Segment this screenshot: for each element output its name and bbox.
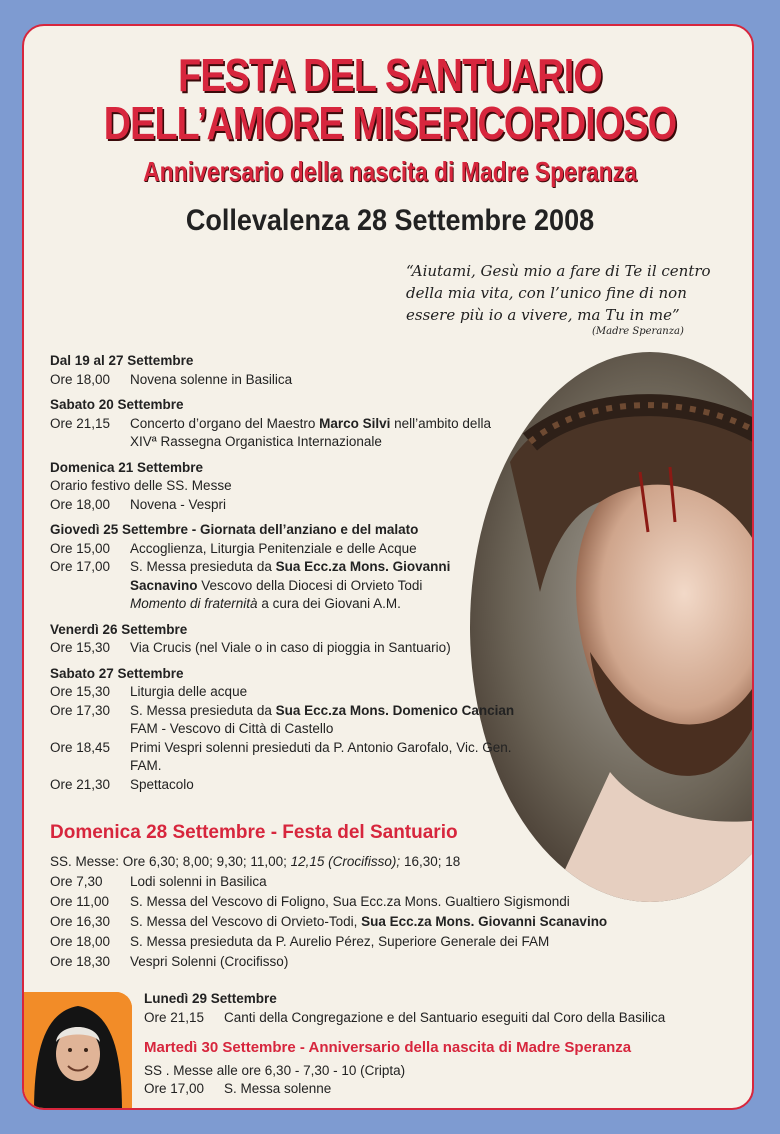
masses-part: SS. Messe: Ore 6,30; 8,00; 9,30; 11,00; <box>50 854 291 869</box>
schedule-row <box>144 1009 744 1028</box>
time: Ore 15,30 <box>50 640 111 655</box>
schedule-row <box>50 683 520 702</box>
day-title: Lunedì 29 Settembre <box>144 991 277 1006</box>
final-days <box>144 990 744 1099</box>
description <box>130 702 520 739</box>
feast-day-title: Domenica 28 Settembre - Festa del Santuario <box>50 822 458 843</box>
masses-line <box>50 852 730 872</box>
desc-part: S. Messa presieduta da <box>130 559 276 574</box>
desc-part: Concerto d’organo del Maestro <box>130 415 320 431</box>
time: Ore 15,30 <box>50 684 111 699</box>
day-block <box>50 352 520 389</box>
day-title: Sabato 27 Settembre <box>50 665 184 681</box>
schedule-row <box>50 932 730 952</box>
time: Ore 11,00 <box>50 894 110 909</box>
description <box>130 415 520 452</box>
time: Ore 17,30 <box>50 702 111 718</box>
schedule-row <box>50 776 520 795</box>
anniversary-title: Martedì 30 Settembre - Anniversario della nascita di Madre Speranza <box>144 1039 632 1056</box>
desc-part: a cura dei Giovani A.M. <box>257 596 401 611</box>
time: Ore 18,00 <box>50 934 111 949</box>
performer-name: Marco Silvi <box>319 415 391 431</box>
time: Ore 17,00 <box>144 1081 205 1096</box>
madre-speranza-image <box>24 992 132 1110</box>
desc-part: Momento di fraternità <box>130 596 258 611</box>
place-date: Collevalenza 28 Settembre 2008 <box>185 204 595 237</box>
feast-day-schedule <box>50 852 730 972</box>
day-block <box>50 621 520 658</box>
description: Via Crucis (nel Viale o in caso di pioggia in Santuario) <box>130 640 451 655</box>
time: Ore 16,30 <box>50 914 111 929</box>
desc-part: nell’ambito della XIVª Rassegna Organistica Internazionale <box>130 415 491 449</box>
schedule-row <box>50 371 520 390</box>
schedule-row <box>50 558 520 614</box>
masses-line: SS . Messe alle ore 6,30 - 7,30 - 10 (Cripta) <box>144 1062 406 1078</box>
quote-text: “Aiutami, Gesù mio a fare di Te il centro della mia vita, con l’unico fine di non essere più io a vivere, ma Tu in me” <box>406 262 711 324</box>
schedule-row <box>50 496 520 515</box>
time: Ore 18,30 <box>50 954 111 969</box>
day-title: Domenica 21 Settembre <box>50 459 204 475</box>
schedule-row <box>50 912 730 932</box>
title-line-1: FESTA DEL SANTUARIO <box>178 49 602 101</box>
time: Ore 18,45 <box>50 739 111 755</box>
day-note: Orario festivo delle SS. Messe <box>50 478 232 493</box>
description: Liturgia delle acque <box>130 684 248 699</box>
time: Ore 18,00 <box>50 496 111 512</box>
day-block <box>50 521 520 614</box>
schedule-row <box>50 739 520 776</box>
description: Vespri Solenni (Crocifisso) <box>130 954 289 969</box>
description <box>130 912 730 932</box>
schedule-row <box>50 952 730 972</box>
schedule-row <box>50 639 520 658</box>
description: Novena solenne in Basilica <box>130 371 293 387</box>
time: Ore 7,30 <box>50 874 103 889</box>
masses-part: 16,30; 18 <box>400 854 461 869</box>
description: Primi Vespri solenni presieduti da P. Antonio Garofalo, Vic. Gen. FAM. <box>130 739 512 773</box>
description: Novena - Vespri <box>130 496 227 512</box>
time: Ore 18,00 <box>50 371 111 387</box>
schedule-row <box>50 892 730 912</box>
quote-author: (Madre Speranza) <box>592 326 684 337</box>
day-block <box>50 396 520 452</box>
day-block <box>50 665 520 795</box>
title-line-2: DELL’AMORE MISERICORDIOSO <box>103 97 677 149</box>
time: Ore 17,00 <box>50 559 111 574</box>
time: Ore 21,15 <box>50 415 111 431</box>
schedule-row <box>50 415 520 452</box>
description <box>130 558 520 614</box>
time: Ore 15,00 <box>50 540 111 556</box>
description: S. Messa del Vescovo di Foligno, Sua Ecc.za Mons. Gualtiero Sigismondi <box>130 894 570 909</box>
day-block <box>50 459 520 515</box>
schedule-row <box>50 702 520 739</box>
masses-part: 12,15 (Crocifisso); <box>290 854 401 869</box>
time: Ore 21,30 <box>50 776 111 792</box>
description: S. Messa solenne <box>224 1081 332 1096</box>
desc-part: Vescovo della Diocesi di Orvieto Todi <box>197 577 423 593</box>
celebrant-name: Sua Ecc.za Mons. Giovanni Sacnavino <box>130 559 451 593</box>
subtitle: Anniversario della nascita di Madre Speranza <box>143 156 637 187</box>
schedule-row <box>144 1080 744 1099</box>
madre-speranza-photo <box>24 992 132 1110</box>
schedule-row <box>50 540 520 559</box>
description: Accoglienza, Liturgia Penitenziale e delle Acque <box>130 540 417 556</box>
desc-part: FAM - Vescovo di Città di Castello <box>130 721 334 736</box>
day-title: Sabato 20 Settembre <box>50 397 184 412</box>
schedule-row <box>50 872 730 892</box>
celebrant-name: Sua Ecc.za Mons. Domenico Cancian <box>275 702 515 718</box>
day-title: Dal 19 al 27 Settembre <box>50 353 194 368</box>
description: Canti della Congregazione e del Santuario eseguiti dal Coro della Basilica <box>224 1009 666 1025</box>
desc-part: S. Messa presieduta da <box>130 702 276 718</box>
schedule <box>50 352 520 801</box>
day-title: Giovedì 25 Settembre - Giornata dell’anziano e del malato <box>50 522 419 537</box>
poster <box>22 24 754 1110</box>
time: Ore 21,15 <box>144 1009 205 1025</box>
description: S. Messa presieduta da P. Aurelio Pérez, Superiore Generale dei FAM <box>130 934 550 949</box>
description: Spettacolo <box>130 776 194 792</box>
day-title: Venerdì 26 Settembre <box>50 621 188 637</box>
description: Lodi solenni in Basilica <box>130 874 267 889</box>
celebrant-name: Sua Ecc.za Mons. Giovanni Scanavino <box>361 914 608 929</box>
desc-part: S. Messa del Vescovo di Orvieto-Todi, <box>130 914 362 929</box>
